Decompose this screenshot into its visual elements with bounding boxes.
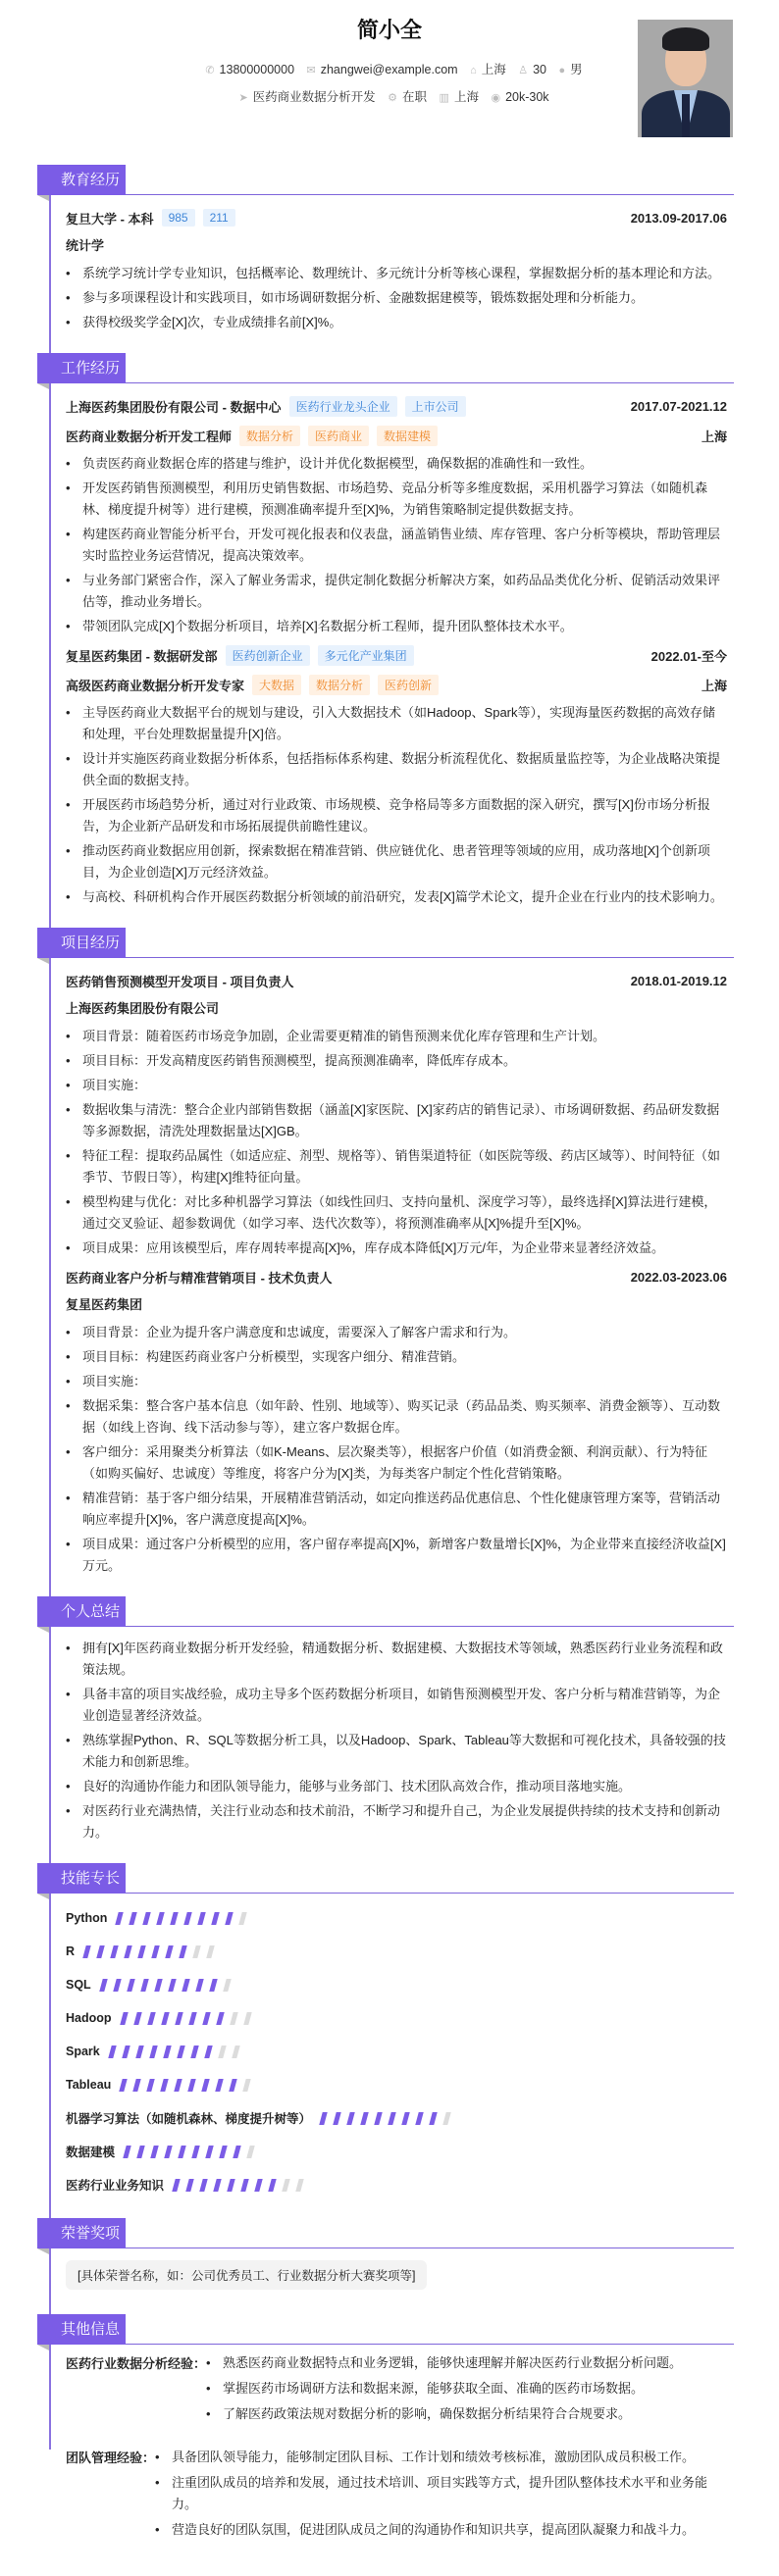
bullet-list [66, 1638, 727, 1844]
level-segment-filled [96, 1945, 104, 1958]
bullet-item: • 具备团队领导能力，能够制定团队目标、工作计划和绩效考核标准，激励团队成员积极工作。 [155, 2447, 727, 2468]
level-segment-filled [143, 1912, 151, 1925]
bullet-item: • 与高校、科研机构合作开展医药数据分析领域的前沿研究，发表[X]篇学术论文，提升企业在行业内的技术影响力。 [66, 886, 727, 908]
skill-name: 医药行业业务知识 [66, 2179, 165, 2193]
skill-row [66, 2001, 727, 2035]
skill-name: Tableau [66, 2078, 112, 2092]
level-segment-filled [190, 2046, 198, 2058]
level-segment-filled [124, 1945, 131, 1958]
target-city: 上海 [453, 90, 479, 104]
company-row [66, 391, 727, 421]
level-segment-filled [213, 2179, 221, 2192]
school-tag: 985 [162, 209, 195, 227]
section-title: 个人总结 [37, 1596, 126, 1627]
level-segment-filled [191, 2146, 199, 2158]
bullet-list [66, 1322, 727, 1577]
skill-tag: 医药商业 [308, 426, 369, 446]
skill-row [66, 2135, 727, 2168]
status-icon: ⚙ [388, 92, 398, 104]
section-body [0, 1894, 779, 2215]
level-segment-filled [113, 1979, 121, 1992]
level-segment-filled [202, 2012, 210, 2025]
level-segment-filled [120, 2079, 128, 2092]
level-segment-filled [216, 2079, 224, 2092]
home-icon: ⌂ [470, 65, 477, 76]
level-segment-filled [163, 2046, 171, 2058]
level-segment-filled [209, 1979, 217, 1992]
bullet-item: • 对医药行业充满热情，关注行业动态和技术前沿，不断学习和提升自己，为企业发展提供持续的技术支持和创新动力。 [66, 1800, 727, 1844]
level-segment-filled [140, 1979, 148, 1992]
resume-content [0, 165, 779, 2576]
level-segment-filled [188, 2079, 196, 2092]
section-header [37, 928, 734, 958]
bullet-list [66, 263, 727, 333]
level-segment-empty [223, 1979, 231, 1992]
company-row [66, 640, 727, 670]
level-segment-filled [184, 1912, 192, 1925]
level-segment-filled [147, 2012, 155, 2025]
location: 上海 [701, 678, 727, 693]
bullet-item: • 营造良好的团队氛围，促进团队成员之间的沟通协作和知识共享，提高团队凝聚力和战斗力。 [155, 2519, 727, 2541]
skill-tag: 数据分析 [239, 426, 300, 446]
level-segment-empty [239, 1912, 247, 1925]
section-header [37, 2218, 734, 2248]
level-segment-empty [282, 2179, 289, 2192]
skill-row [66, 2101, 727, 2135]
major: 统计学 [66, 238, 105, 253]
level-segment-filled [216, 2012, 224, 2025]
level-segment-filled [133, 2079, 141, 2092]
bullet-item: • 主导医药商业大数据平台的规划与建设，引入大数据技术（如Hadoop、Spark等），实现海量医药数据的高效存储和处理，平台处理数据量提升[X]倍。 [66, 702, 727, 745]
resume-header [0, 0, 779, 162]
level-segment-empty [206, 1945, 214, 1958]
fold-decoration [37, 1627, 49, 1633]
level-segment-empty [442, 2112, 450, 2125]
date: 2018.01-2019.12 [630, 973, 727, 988]
bullet-item: • 特征工程：提取药品属性（如适应症、剂型、规格等）、销售渠道特征（如医院等级、药店区域等）、时间特征（如季节、节假日等），构建[X]维特征向量。 [66, 1145, 727, 1188]
skill-row [66, 2168, 727, 2201]
level-segment-filled [108, 2046, 116, 2058]
level-segment-filled [168, 1979, 176, 1992]
company-tag: 上市公司 [405, 396, 466, 417]
section-title: 技能专长 [37, 1863, 126, 1894]
level-segment-filled [205, 2146, 213, 2158]
bullet-item: • 项目目标：开发高精度医药销售预测模型，提高预测准确率，降低库存成本。 [66, 1050, 727, 1072]
level-segment-filled [175, 2079, 182, 2092]
section-title: 工作经历 [37, 353, 126, 383]
company-group [66, 396, 466, 417]
gender: 男 [570, 63, 583, 76]
level-segment-filled [182, 1979, 189, 1992]
bullet-item: • 项目背景：企业为提升客户满意度和忠诚度，需要深入了解客户需求和行为。 [66, 1322, 727, 1343]
project-org: 上海医药集团股份有限公司 [66, 1001, 220, 1016]
section-honors [0, 2218, 779, 2311]
level-segment-filled [268, 2179, 276, 2192]
company-name: 复星医药集团 - 数据研发部 [66, 648, 218, 664]
bullet-item: • 客户细分：采用聚类分析算法（如K-Means、层次聚类等），根据客户价值（如消费金额、利润贡献）、行为特征（如购买偏好、忠诚度）等维度，将客户分为[X]类，为每类客户制定个性化营销策略。 [66, 1441, 727, 1485]
skill-row [66, 2035, 727, 2068]
level-segment-filled [185, 2179, 193, 2192]
school-name: 复旦大学 - 本科 [66, 211, 154, 227]
level-segment-filled [147, 2079, 155, 2092]
level-segment-filled [161, 2012, 169, 2025]
bullet-item: • 模型构建与优化：对比多种机器学习算法（如线性回归、支持向量机、深度学习等），最终选择[X]算法进行建模，通过交叉验证、超参数调优（如学习率、迭代次数等），将预测准确率从[X]%提升至[X]%。 [66, 1191, 727, 1235]
building-icon: ▥ [439, 92, 449, 104]
target-job: 医药商业数据分析开发 [252, 90, 376, 104]
bullet-item: • 参与多项课程设计和实践项目，如市场调研数据分析、金融数据建模等，锻炼数据处理和分析能力。 [66, 287, 727, 309]
bullet-item: • 开发医药销售预测模型，利用历史销售数据、市场趋势、竞品分析等多维度数据，采用机器学习算法（如随机森林、梯度提升树等）进行建模，预测准确率提升至[X]%，为销售策略制定提供数据支持。 [66, 478, 727, 521]
level-segment-filled [116, 1912, 124, 1925]
level-segment-empty [230, 2012, 237, 2025]
title-group [66, 426, 438, 446]
candidate-name: 简小全 [356, 18, 422, 42]
skill-level-bar [101, 1979, 238, 1992]
level-segment-filled [133, 2012, 141, 2025]
level-segment-filled [122, 2046, 130, 2058]
title-row [66, 670, 727, 699]
job-title: 医药商业数据分析开发工程师 [66, 429, 233, 444]
project-row [66, 1262, 727, 1291]
section-work [0, 353, 779, 925]
bullet-list [66, 702, 727, 908]
skill-level-bar [110, 2046, 247, 2058]
level-segment-filled [195, 1979, 203, 1992]
level-segment-filled [137, 1945, 145, 1958]
bullet-item: • 项目成果：通过客户分析模型的应用，客户留存率提高[X]%，新增客户数量增长[X]%，为企业带来直接经济收益[X]万元。 [66, 1534, 727, 1577]
profile-photo [638, 20, 733, 137]
level-segment-filled [136, 2146, 144, 2158]
honor-item: [具体荣誉名称，如：公司优秀员工、行业数据分析大赛奖项等] [66, 2260, 427, 2290]
level-segment-filled [230, 2079, 237, 2092]
salary: 20k-30k [505, 90, 549, 104]
bullet-item: • 注重团队成员的培养和发展，通过技术培训、项目实践等方式，提升团队整体技术水平和业务能力。 [155, 2472, 727, 2515]
bullet-list [66, 453, 727, 637]
skill-level-bar [174, 2179, 311, 2192]
level-segment-filled [110, 1945, 118, 1958]
bullet-item: • 熟悉医药商业数据特点和业务逻辑，能够快速理解并解决医药行业数据分析问题。 [206, 2352, 682, 2374]
level-segment-filled [202, 2079, 210, 2092]
level-segment-filled [151, 1945, 159, 1958]
level-segment-filled [226, 1912, 234, 1925]
bullet-item: • 与业务部门紧密合作，深入了解业务需求，提供定制化数据分析解决方案，如药品品类优化分析、促销活动效果评估等，推动业务增长。 [66, 570, 727, 613]
level-segment-filled [254, 2179, 262, 2192]
fold-decoration [37, 958, 49, 964]
bullet-item: • 项目实施： [66, 1075, 727, 1096]
level-segment-empty [243, 2012, 251, 2025]
level-segment-empty [218, 2046, 226, 2058]
level-segment-filled [204, 2046, 212, 2058]
section-title: 教育经历 [37, 165, 126, 195]
other-label: 团队管理经验： [66, 2450, 156, 2465]
bullet-list [155, 2447, 727, 2545]
section-projects [0, 928, 779, 1593]
email: zhangwei@example.com [320, 63, 458, 76]
company-tag: 多元化产业集团 [318, 645, 414, 666]
date: 2022.03-2023.06 [630, 1269, 727, 1285]
level-segment-filled [198, 1912, 206, 1925]
level-segment-filled [429, 2112, 437, 2125]
education-row [66, 203, 727, 232]
bullet-item: • 系统学习统计学专业知识，包括概率论、数理统计、多元统计分析等核心课程，掌握数据分析的基本理论和方法。 [66, 263, 727, 284]
project-name: 医药销售预测模型开发项目 - 项目负责人 [66, 974, 294, 989]
gender-icon: ● [558, 65, 566, 76]
fold-decoration [37, 2248, 49, 2254]
section-education [0, 165, 779, 350]
level-segment-filled [188, 2012, 196, 2025]
level-segment-filled [120, 2012, 128, 2025]
date: 2022.01-至今 [650, 648, 727, 664]
level-segment-filled [401, 2112, 409, 2125]
level-segment-filled [99, 1979, 107, 1992]
section-title: 项目经历 [37, 928, 126, 958]
skill-level-bar [125, 2146, 262, 2158]
date: 2017.07-2021.12 [630, 398, 727, 414]
level-segment-filled [219, 2146, 227, 2158]
skill-level-bar [121, 2079, 258, 2092]
bullet-item: • 项目背景：随着医药市场竞争加剧，企业需要更精准的销售预测来优化库存管理和生产计划。 [66, 1026, 727, 1047]
level-segment-filled [179, 1945, 186, 1958]
location: 上海 [701, 429, 727, 444]
skill-level-bar [84, 1945, 222, 1958]
school-tag: 211 [203, 209, 235, 227]
level-segment-filled [127, 1979, 134, 1992]
company-tag: 医药创新企业 [226, 645, 310, 666]
level-segment-empty [232, 2046, 239, 2058]
skill-name: Spark [66, 2045, 100, 2058]
mail-icon: ✉ [306, 65, 316, 76]
project-row [66, 966, 727, 995]
skill-row [66, 1968, 727, 2001]
level-segment-filled [165, 1945, 173, 1958]
level-segment-filled [149, 2046, 157, 2058]
bullet-item: • 负责医药商业数据仓库的搭建与维护，设计并优化数据模型，确保数据的准确性和一致性。 [66, 453, 727, 475]
bullet-item: • 项目成果：应用该模型后，库存周转率提高[X]%，库存成本降低[X]万元/年，为企业带来显著经济效益。 [66, 1237, 727, 1259]
other-info-group [66, 2447, 727, 2545]
age-icon: ♙ [518, 65, 529, 76]
bullet-item: • 获得校级奖学金[X]次，专业成绩排名前[X]%。 [66, 312, 727, 333]
bullet-item: • 开展医药市场趋势分析，通过对行业政策、市场规模、竞争格局等多方面数据的深入研究，撰写[X]份市场分析报告，为企业新产品研发和市场拓展提供前瞻性建议。 [66, 794, 727, 837]
skill-name: 机器学习算法（如随机森林、梯度提升树等） [66, 2112, 312, 2126]
section-body [0, 2248, 779, 2311]
level-segment-filled [212, 1912, 220, 1925]
level-segment-empty [295, 2179, 303, 2192]
bullet-item: • 具备丰富的项目实战经验，成功主导多个医药数据分析项目，如销售预测模型开发、客户分析与精准营销等，为企业创造显著经济效益。 [66, 1684, 727, 1727]
section-body [0, 958, 779, 1593]
section-title: 其他信息 [37, 2314, 126, 2345]
level-segment-filled [374, 2112, 382, 2125]
level-segment-filled [227, 2179, 234, 2192]
other-label: 医药行业数据分析经验： [66, 2356, 207, 2371]
level-segment-filled [171, 1912, 179, 1925]
section-body [0, 383, 779, 925]
level-segment-filled [175, 2012, 182, 2025]
fold-decoration [37, 383, 49, 389]
level-segment-filled [333, 2112, 340, 2125]
level-segment-filled [82, 1945, 90, 1958]
age: 30 [533, 63, 546, 76]
section-header [37, 1596, 734, 1627]
section-header [37, 165, 734, 195]
project-org: 复星医药集团 [66, 1297, 143, 1312]
section-header [37, 1863, 734, 1894]
skill-level-bar [321, 2112, 458, 2125]
level-segment-empty [243, 2079, 251, 2092]
bullet-item: • 项目实施： [66, 1371, 727, 1392]
level-segment-filled [130, 1912, 137, 1925]
bullet-item: • 拥有[X]年医药商业数据分析开发经验，精通数据分析、数据建模、大数据技术等领域，熟悉医药行业业务流程和政策法规。 [66, 1638, 727, 1681]
level-segment-filled [199, 2179, 207, 2192]
phone: 13800000000 [219, 63, 295, 76]
bullet-item: • 掌握医药市场调研方法和数据来源，能够获取全面、准确的医药市场数据。 [206, 2378, 682, 2399]
level-segment-filled [178, 2146, 185, 2158]
bullet-list [206, 2352, 682, 2429]
section-body [0, 1627, 779, 1860]
section-body [0, 195, 779, 350]
bullet-list [66, 1026, 727, 1259]
send-icon: ➤ [238, 92, 248, 104]
skill-level-bar [117, 1912, 254, 1925]
title-group [66, 675, 439, 695]
level-segment-filled [164, 2146, 172, 2158]
phone-icon: ✆ [205, 65, 215, 76]
company-name: 上海医药集团股份有限公司 - 数据中心 [66, 399, 282, 415]
level-segment-filled [154, 1979, 162, 1992]
project-name: 医药商业客户分析与精准营销项目 - 技术负责人 [66, 1270, 333, 1286]
skill-row [66, 1935, 727, 1968]
date: 2013.09-2017.06 [630, 210, 727, 226]
fold-decoration [37, 1894, 49, 1899]
section-skills [0, 1863, 779, 2215]
skill-tag: 大数据 [252, 675, 301, 695]
bullet-item: • 推动医药商业数据应用创新，探索数据在精准营销、供应链优化、患者管理等领域的应用，成功落地[X]个创新项目，为企业创造[X]万元经济效益。 [66, 840, 727, 884]
skill-name: SQL [66, 1978, 91, 1992]
fold-decoration [37, 195, 49, 201]
bullet-item: • 数据收集与清洗：整合企业内部销售数据（涵盖[X]家医院、[X]家药店的销售记录）、市场调研数据、药品研发数据等多源数据，清洗处理数据量达[X]GB。 [66, 1099, 727, 1142]
level-segment-filled [360, 2112, 368, 2125]
section-body [0, 2345, 779, 2576]
section-other [0, 2314, 779, 2576]
bullet-item: • 数据采集：整合客户基本信息（如年龄、性别、地域等）、购买记录（药品品类、购买频率、消费金额等）、互动数据（如线上咨询、线下活动参与等），建立客户数据仓库。 [66, 1395, 727, 1439]
level-segment-filled [172, 2179, 180, 2192]
section-header [37, 2314, 734, 2345]
level-segment-filled [157, 1912, 165, 1925]
company-tag: 医药行业龙头企业 [289, 396, 397, 417]
skill-name: 数据建模 [66, 2146, 116, 2159]
bullet-item: • 设计并实施医药商业数据分析体系，包括指标体系构建、数据分析流程优化、数据质量监控等，为企业战略决策提供全面的数据支持。 [66, 748, 727, 791]
level-segment-filled [346, 2112, 354, 2125]
city: 上海 [481, 63, 506, 76]
bullet-item: • 构建医药商业智能分析平台，开发可视化报表和仪表盘，涵盖销售业绩、库存管理、客户分析等模块，帮助管理层实时监控业务运营情况，提高决策效率。 [66, 524, 727, 567]
company-group [66, 645, 414, 666]
level-segment-filled [177, 2046, 184, 2058]
bullet-item: • 项目目标：构建医药商业客户分析模型，实现客户细分、精准营销。 [66, 1346, 727, 1368]
skill-tag: 数据分析 [309, 675, 370, 695]
section-header [37, 353, 734, 383]
level-segment-filled [233, 2146, 240, 2158]
skill-row [66, 2068, 727, 2101]
level-segment-filled [161, 2079, 169, 2092]
level-segment-filled [415, 2112, 423, 2125]
skill-tag: 数据建模 [377, 426, 438, 446]
level-segment-filled [123, 2146, 130, 2158]
skill-tag: 医药创新 [378, 675, 439, 695]
bullet-item: • 带领团队完成[X]个数据分析项目，培养[X]名数据分析工程师，提升团队整体技术水平。 [66, 616, 727, 637]
title-row [66, 421, 727, 450]
job-status: 在职 [402, 90, 428, 104]
section-title: 荣誉奖项 [37, 2218, 126, 2248]
level-segment-filled [388, 2112, 395, 2125]
job-title: 高级医药商业数据分析开发专家 [66, 678, 245, 693]
level-segment-filled [135, 2046, 143, 2058]
other-info-group [66, 2352, 727, 2429]
skill-name: Hadoop [66, 2011, 112, 2025]
level-segment-empty [192, 1945, 200, 1958]
skill-name: Python [66, 1911, 108, 1925]
fold-decoration [37, 2345, 49, 2350]
level-segment-empty [246, 2146, 254, 2158]
bullet-item: • 熟练掌握Python、R、SQL等数据分析工具，以及Hadoop、Spark、Tableau等大数据和可视化技术，具备较强的技术能力和创新思维。 [66, 1730, 727, 1773]
bullet-item: • 精准营销：基于客户细分结果，开展精准营销活动，如定向推送药品优惠信息、个性化健康管理方案等，营销活动响应率提升[X]%，客户满意度提高[X]%。 [66, 1488, 727, 1531]
skill-row [66, 1901, 727, 1935]
level-segment-filled [240, 2179, 248, 2192]
school-group [66, 209, 235, 227]
skill-level-bar [122, 2012, 259, 2025]
salary-icon: ◉ [491, 92, 501, 104]
bullet-item: • 了解医药政策法规对数据分析的影响，确保数据分析结果符合合规要求。 [206, 2403, 682, 2425]
section-summary [0, 1596, 779, 1860]
bullet-item: • 良好的沟通协作能力和团队领导能力，能够与业务部门、技术团队高效合作，推动项目落地实施。 [66, 1776, 727, 1797]
level-segment-filled [319, 2112, 327, 2125]
skill-name: R [66, 1945, 76, 1958]
level-segment-filled [150, 2146, 158, 2158]
